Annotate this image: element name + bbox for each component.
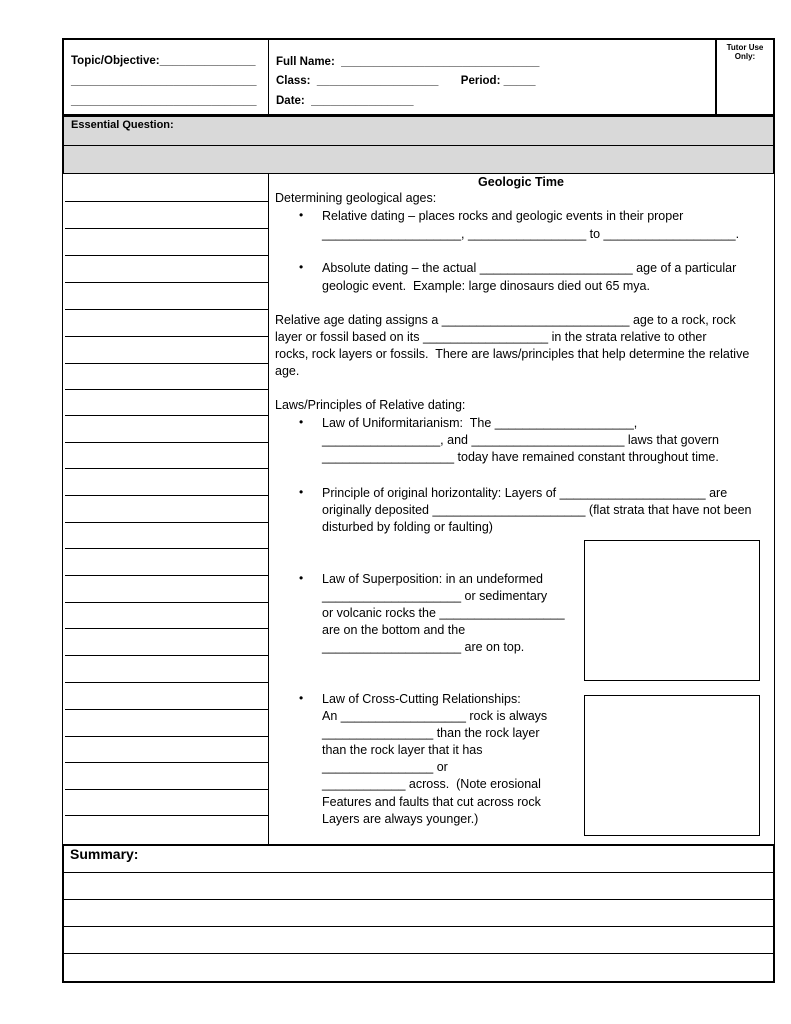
full-name-field: Full Name: _______________________________ (276, 56, 540, 68)
superposition-line-4: are on the bottom and the (322, 623, 466, 637)
page-title: Geologic Time (478, 175, 564, 189)
superposition-line-3: or volcanic rocks the __________________ (322, 606, 565, 620)
superposition-drawing-box (584, 540, 760, 681)
bullet-horizontality: • (299, 485, 304, 499)
horizontality-line-2: originally deposited ______________________ (flat strata that have not been (322, 503, 752, 517)
superposition-line-1: Law of Superposition: in an undeformed (322, 572, 543, 586)
bullet-uniformitarianism: • (299, 415, 304, 429)
superposition-line-5: ____________________ are on top. (322, 640, 525, 654)
summary-line-3 (64, 926, 774, 927)
superposition-line-2: ____________________ or sedimentary (322, 589, 548, 603)
cross-cutting-line-2: An __________________ rock is always (322, 709, 548, 723)
cross-cutting-line-4: than the rock layer that it has (322, 743, 483, 757)
header-divider-right (715, 39, 717, 116)
cross-cutting-line-8: Layers are always younger.) (322, 812, 479, 826)
cross-cutting-line-3: ________________ than the rock layer (322, 726, 540, 740)
relative-age-line-3: rocks, rock layers or fossils. There are laws/principles that help determine the relative (275, 347, 750, 361)
laws-heading: Laws/Principles of Relative dating: (275, 398, 466, 412)
cross-cutting-line-7: Features and faults that cut across rock (322, 795, 541, 809)
uniformitarianism-line-3: ___________________ today have remained constant throughout time. (322, 450, 719, 464)
bullet-cross-cutting: • (299, 691, 304, 705)
summary-line-4 (64, 953, 774, 954)
bullet-absolute: • (299, 260, 304, 274)
relative-age-line-1: Relative age dating assigns a ___________________________ age to a rock, rock (275, 313, 736, 327)
topic-objective-line-2: _____________________________ (71, 75, 257, 87)
summary-label: Summary: (70, 846, 139, 862)
absolute-dating-line-1: Absolute dating – the actual ______________________ age of a particular (322, 261, 737, 275)
uniformitarianism-line-1: Law of Uniformitarianism: The ____________________, (322, 416, 638, 430)
notes-column-divider (268, 174, 269, 845)
class-period-field: Class: ___________________ Period: _____ (276, 75, 536, 87)
header-divider-left (268, 39, 269, 116)
cross-cutting-line-6: ____________ across. (Note erosional (322, 777, 541, 791)
topic-objective-line-3: _____________________________ (71, 95, 257, 107)
relative-dating-line-1: Relative dating – places rocks and geologic events in their proper (322, 209, 684, 223)
cross-cutting-line-1: Law of Cross-Cutting Relationships: (322, 692, 521, 706)
absolute-dating-line-2: geologic event. Example: large dinosaurs died out 65 mya. (322, 279, 650, 293)
date-field: Date: ________________ (276, 95, 414, 107)
cross-cutting-line-5: ________________ or (322, 760, 448, 774)
cross-cutting-drawing-box (584, 695, 760, 836)
bullet-relative: • (299, 208, 304, 222)
summary-line-1 (64, 872, 774, 873)
summary-line-2 (64, 899, 774, 900)
bullet-superposition: • (299, 571, 304, 585)
intro-text: Determining geological ages: (275, 191, 437, 205)
topic-objective-label: Topic/Objective:_______________ (71, 55, 256, 67)
horizontality-line-3: disturbed by folding or faulting) (322, 520, 493, 534)
uniformitarianism-line-2: _________________, and ______________________ laws that govern (322, 433, 719, 447)
relative-age-line-2: layer or fossil based on its __________________ in the strata relative to other (275, 330, 707, 344)
summary-box (62, 844, 775, 983)
horizontality-line-1: Principle of original horizontality: Layers of _____________________ are (322, 486, 728, 500)
relative-dating-line-2: ____________________, _________________ to ___________________. (322, 227, 740, 241)
tutor-use-label: Tutor Use Only: (726, 43, 764, 61)
essential-question-label: Essential Question: (71, 119, 174, 131)
essential-question-divider (62, 145, 775, 146)
relative-age-line-4: age. (275, 364, 300, 378)
